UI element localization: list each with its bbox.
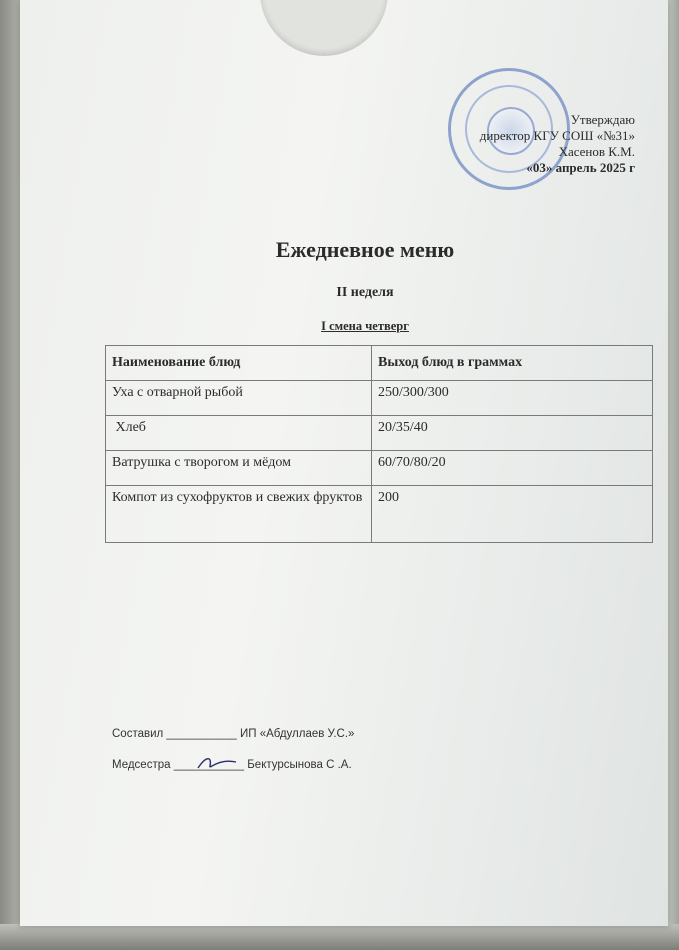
dish-name: Ватрушка с творогом и мёдом bbox=[106, 451, 372, 486]
compiled-by-line: Составил ___________ ИП «Абдуллаев У.С.» bbox=[112, 728, 355, 740]
shift-label: I смена четверг bbox=[321, 319, 409, 333]
approval-position: директор КГУ СОШ «№31» bbox=[479, 128, 635, 143]
dish-portion: 250/300/300 bbox=[372, 381, 653, 416]
dish-portion: 60/70/80/20 bbox=[372, 451, 653, 486]
background-wall-bottom bbox=[0, 924, 679, 950]
table-row bbox=[106, 381, 653, 416]
dish-name: Хлеб bbox=[106, 416, 372, 451]
dish-portion: 20/35/40 bbox=[372, 416, 653, 451]
table-row bbox=[106, 451, 653, 486]
dish-name: Уха с отварной рыбой bbox=[106, 381, 372, 416]
table-row bbox=[106, 416, 653, 451]
dish-portion: 200 bbox=[372, 486, 653, 543]
nurse-line: Медсестра ___________ Бектурсынова С .А. bbox=[112, 759, 352, 771]
approval-heading: Утверждаю bbox=[570, 112, 635, 127]
table-row bbox=[106, 486, 653, 543]
column-header-portion: Выход блюд в граммах bbox=[372, 346, 653, 381]
approval-date: «03» апрель 2025 г bbox=[526, 160, 635, 175]
document-sleeve bbox=[20, 0, 668, 926]
dish-name: Компот из сухофруктов и свежих фруктов bbox=[106, 486, 372, 543]
table-header-row bbox=[106, 346, 653, 381]
menu-table bbox=[105, 345, 653, 543]
menu-sheet bbox=[48, 8, 679, 918]
approval-name: Хасенов К.М. bbox=[558, 144, 635, 159]
week-label: II неделя bbox=[336, 285, 394, 300]
signature-scribble-icon bbox=[196, 754, 238, 772]
page-title: Ежедневное меню bbox=[275, 237, 455, 262]
approval-block bbox=[480, 112, 635, 176]
column-header-dish: Наименование блюд bbox=[106, 346, 372, 381]
